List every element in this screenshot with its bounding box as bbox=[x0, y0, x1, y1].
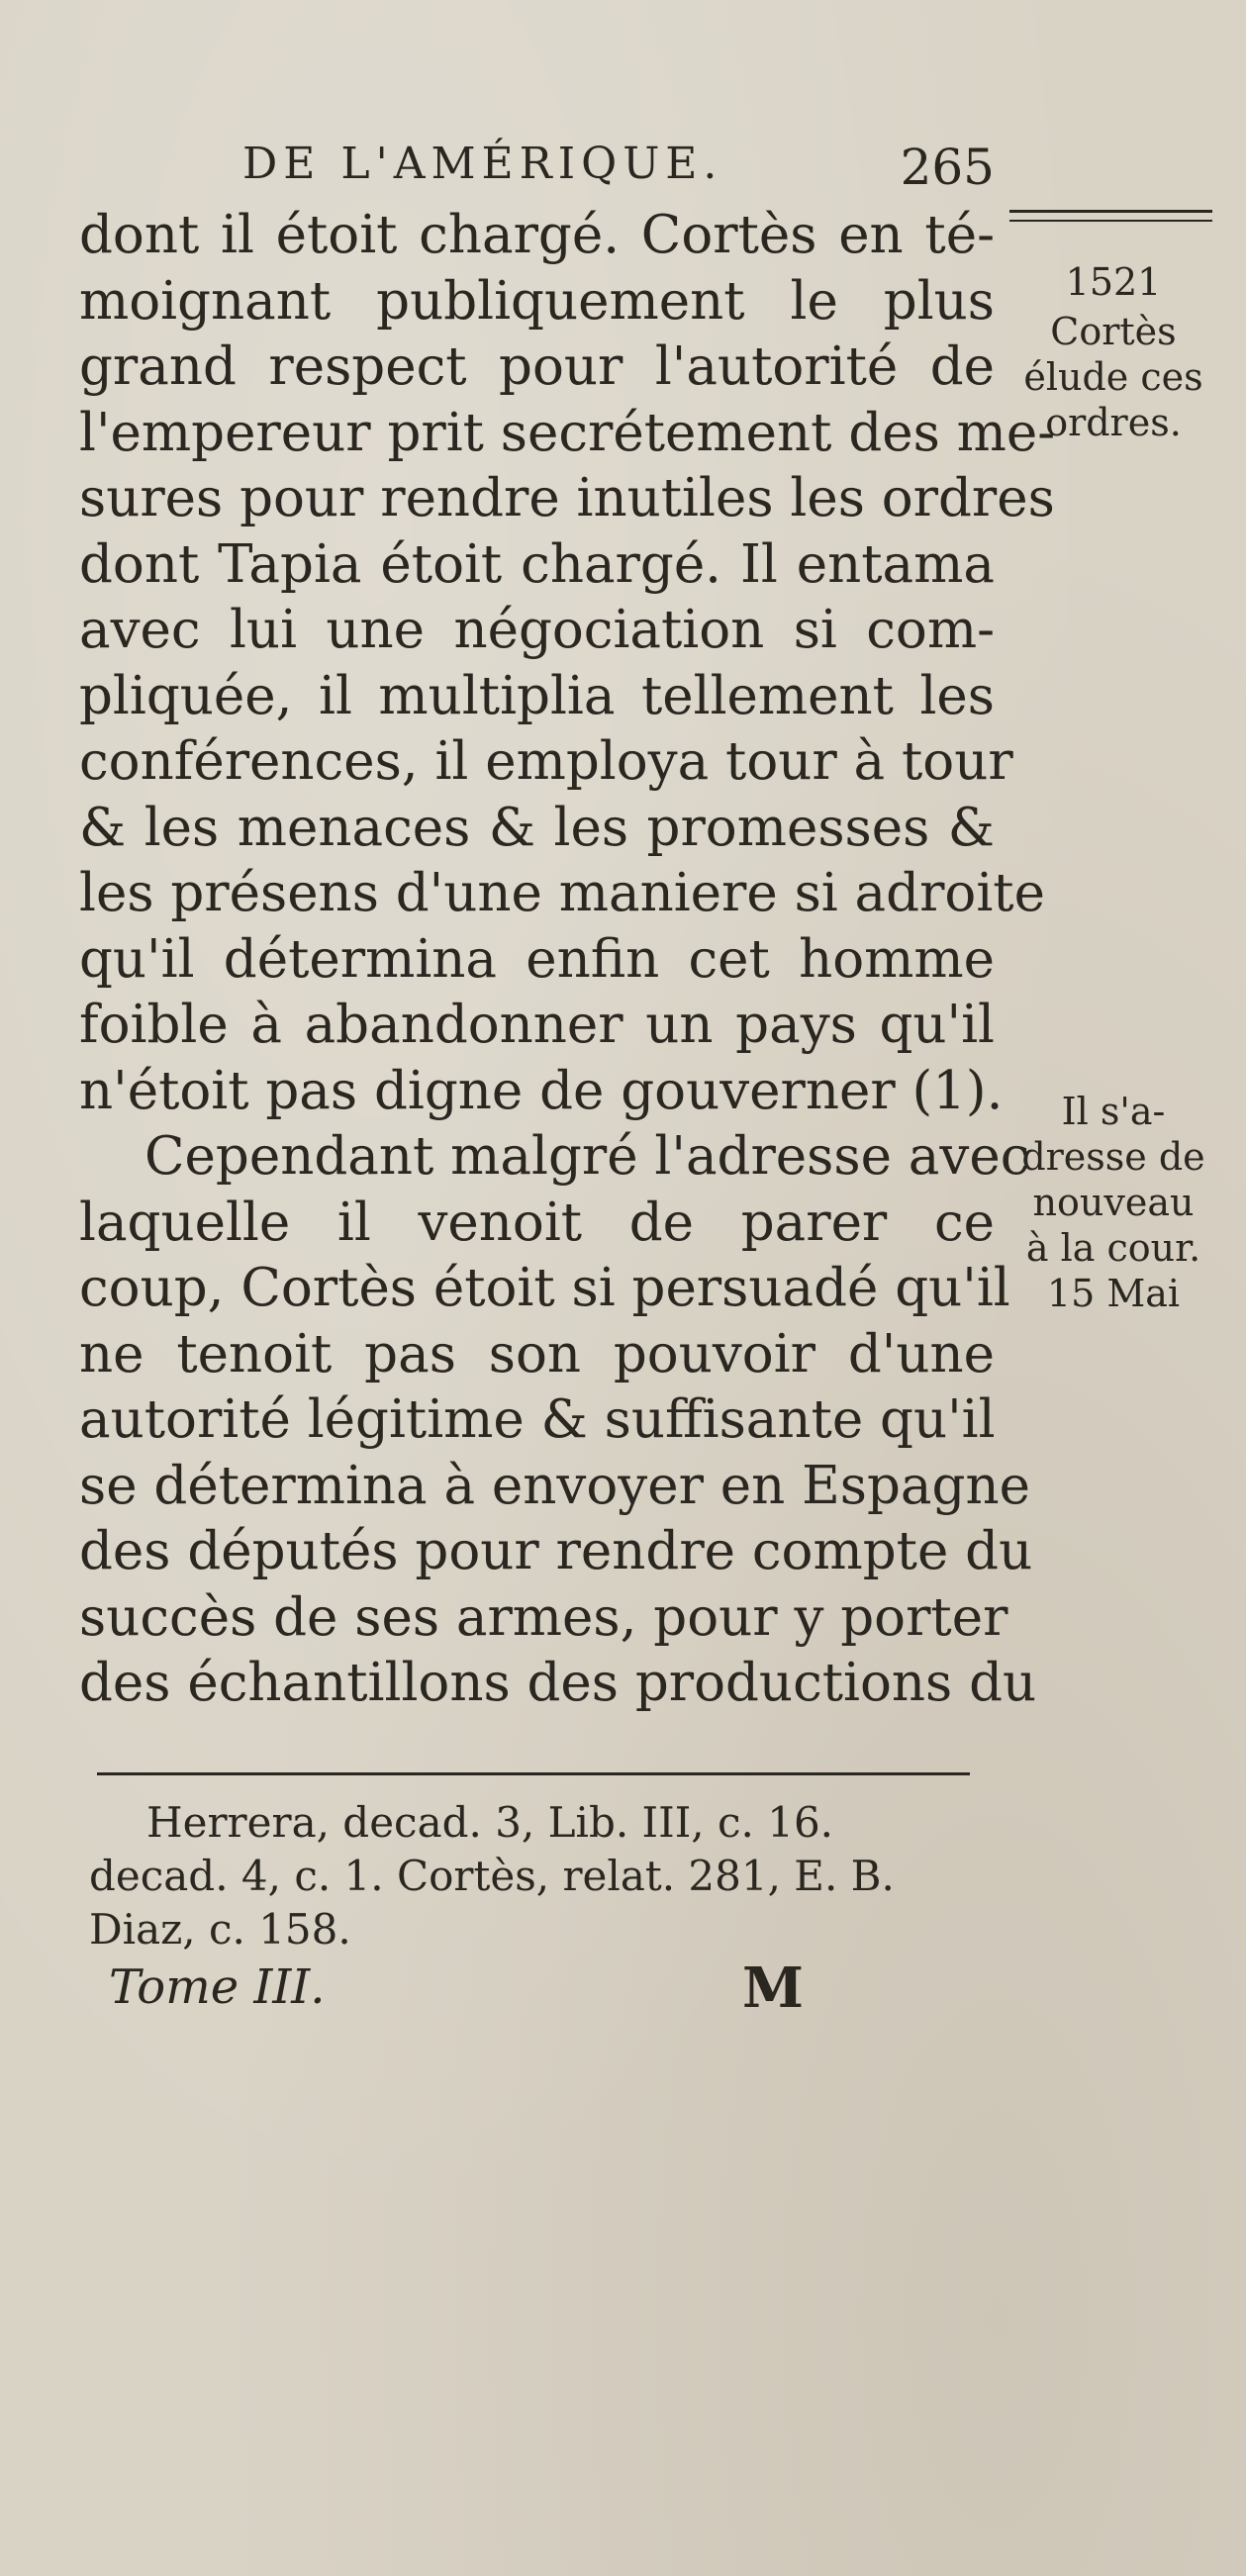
text-line: les présens d'une maniere si adroite bbox=[79, 863, 1045, 923]
volume-label: Tome III. bbox=[109, 1959, 326, 2015]
text-line: des échantillons des productions du bbox=[79, 1653, 1037, 1713]
text-line: n'étoit pas digne de gouverner (1). bbox=[79, 1060, 1004, 1121]
margin-year: 1521 bbox=[1065, 260, 1162, 304]
footnote-line: decad. 4, c. 1. Cortès, relat. 281, E. B. bbox=[89, 1852, 895, 1900]
margin-note-line: dresse de bbox=[1021, 1135, 1205, 1179]
margin-note-line: élude ces bbox=[1023, 355, 1203, 399]
margin-note-date: 15 Mai bbox=[1046, 1272, 1181, 1315]
text-line: se détermina à envoyer en Espagne bbox=[79, 1455, 1030, 1516]
text-line: grand respect pour l'autorité de bbox=[79, 336, 995, 397]
margin-note-year bbox=[1000, 259, 1227, 305]
signature-mark: M bbox=[742, 1956, 804, 2021]
text-line: sures pour rendre inutiles les ordres bbox=[79, 468, 1055, 528]
text-line: qu'il détermina enfin cet homme bbox=[79, 928, 995, 990]
footnote-line: Diaz, c. 158. bbox=[89, 1905, 351, 1954]
text-line: avec lui une négociation si com- bbox=[79, 600, 995, 660]
running-head-title: DE L'AMÉRIQUE. bbox=[242, 139, 723, 189]
text-line: coup, Cortès étoit si persuadé qu'il bbox=[79, 1258, 1010, 1318]
margin-note-court-address bbox=[1000, 1089, 1227, 1316]
margin-note-line: ordres. bbox=[1045, 401, 1182, 444]
text-line: foible à abandonner un pays qu'il bbox=[79, 995, 995, 1055]
page-footer bbox=[109, 1956, 1000, 2029]
margin-rule bbox=[1009, 210, 1212, 213]
margin-note-line: nouveau bbox=[1032, 1181, 1195, 1224]
running-header bbox=[242, 139, 995, 208]
margin-note-line: Il s'a- bbox=[1061, 1090, 1166, 1133]
text-line: dont Tapia étoit chargé. Il entama bbox=[79, 533, 995, 595]
text-line: pliquée, il multiplia tellement les bbox=[79, 665, 995, 726]
footnotes bbox=[89, 1796, 995, 1956]
text-line: succès de ses armes, pour y porter bbox=[79, 1586, 1008, 1648]
footnote-rule bbox=[97, 1772, 970, 1775]
margin-note-cortes-eludes bbox=[1000, 309, 1227, 445]
margin-note-line: à la cour. bbox=[1025, 1226, 1201, 1270]
text-line: laquelle il venoit de parer ce bbox=[79, 1192, 995, 1253]
text-line: dont il étoit chargé. Cortès en té- bbox=[79, 205, 995, 265]
text-line: conférences, il employa tour à tour bbox=[79, 731, 1013, 792]
footnote-line: Herrera, decad. 3, Lib. III, c. 16. bbox=[146, 1798, 834, 1847]
text-line: l'empereur prit secrétement des me- bbox=[79, 402, 1056, 463]
text-line: des députés pour rendre compte du bbox=[79, 1521, 1033, 1581]
main-text bbox=[79, 203, 1056, 1717]
text-line: moignant publiquement le plus bbox=[79, 270, 995, 332]
text-line: autorité légitime & suffisante qu'il bbox=[79, 1389, 996, 1450]
margin-note-line: Cortès bbox=[1050, 310, 1177, 353]
paragraph-start-line: Cependant malgré l'adresse avec bbox=[144, 1126, 1030, 1187]
text-line: & les menaces & les promesses & bbox=[79, 797, 995, 858]
text-line: ne tenoit pas son pouvoir d'une bbox=[79, 1323, 995, 1384]
page-number: 265 bbox=[900, 139, 995, 196]
